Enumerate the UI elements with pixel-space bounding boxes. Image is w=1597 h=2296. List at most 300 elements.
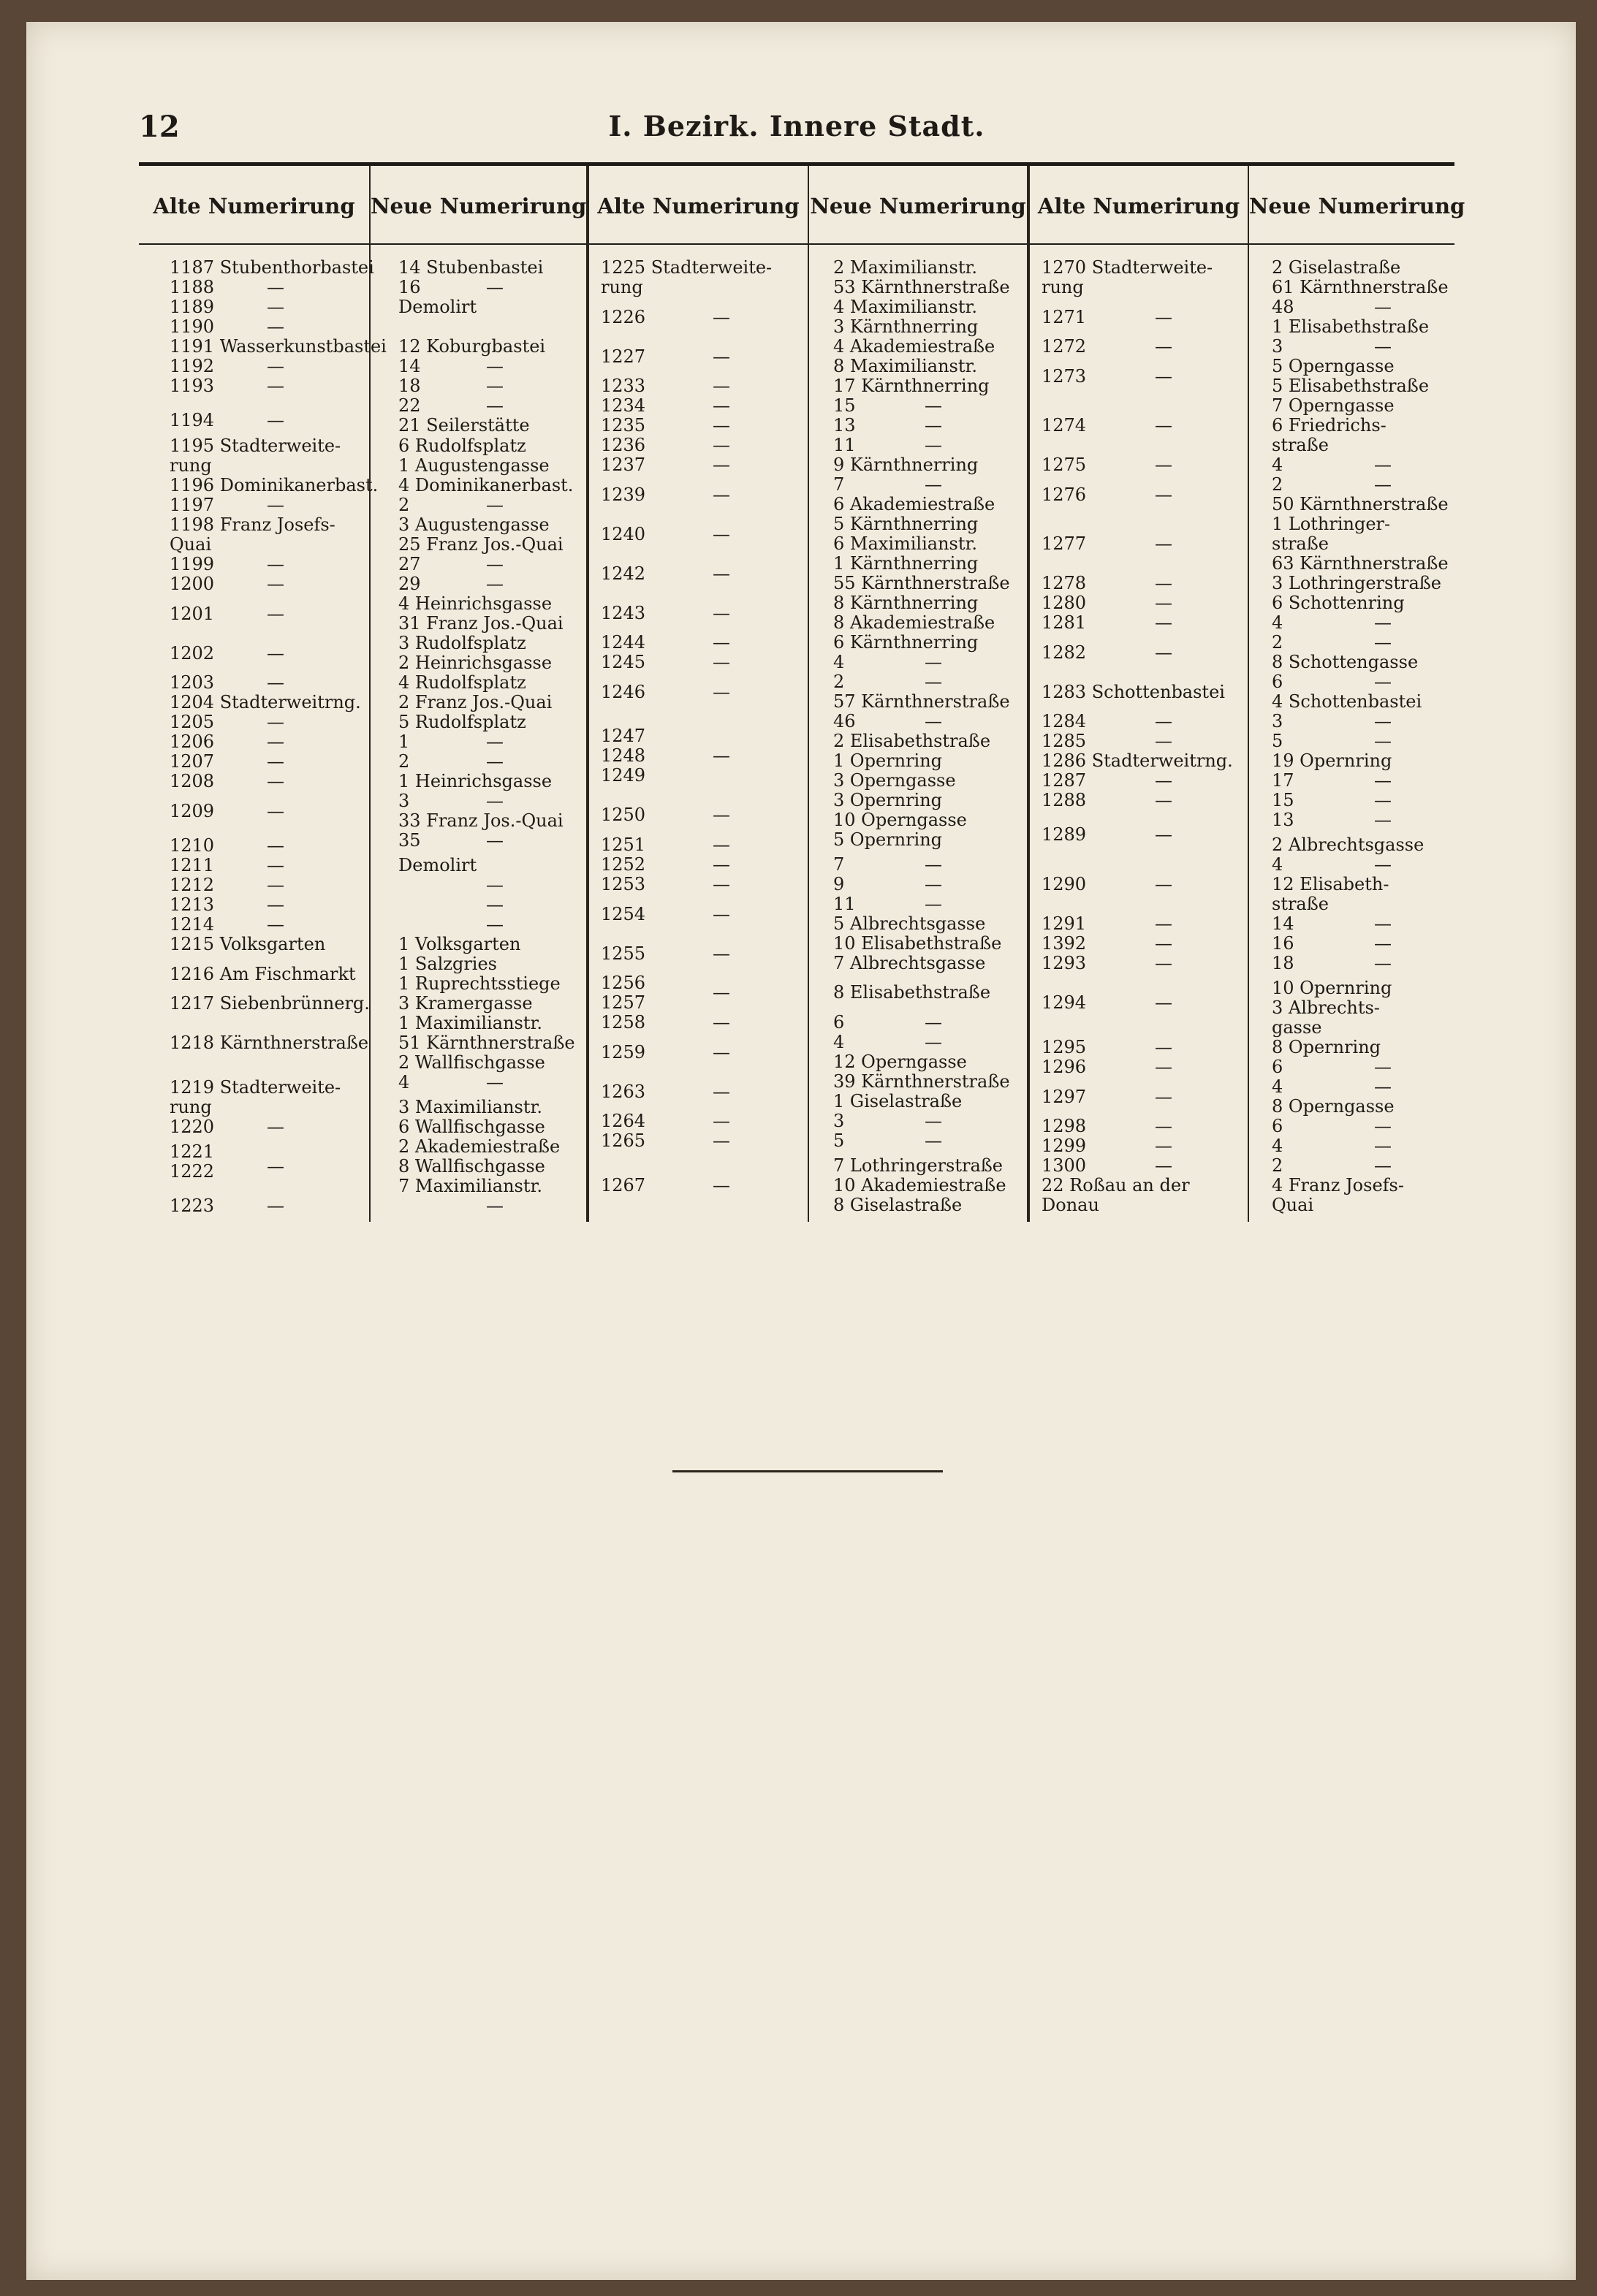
table-cell: 1195 Stadterweite- — [170, 436, 341, 456]
table-cell: straße — [1272, 435, 1329, 455]
table-cell: 1219 Stadterweite- — [170, 1077, 341, 1098]
table-cell: — — [925, 1111, 942, 1131]
table-cell: — — [713, 435, 730, 455]
table-cell: 3 Operngasse — [833, 770, 956, 791]
table-cell: 5 Albrechtsgasse — [833, 913, 986, 934]
table-cell: — — [486, 554, 504, 574]
table-cell: 1 — [398, 731, 410, 752]
table-cell: — — [486, 376, 504, 396]
table-cell: 1205 — [170, 712, 215, 732]
table-cell: — — [925, 854, 942, 875]
table-cell: 4 Franz Josefs- — [1272, 1175, 1404, 1195]
table-cell: 31 Franz Jos.-Quai — [398, 613, 564, 634]
table-cell: 1297 — [1042, 1087, 1087, 1107]
table-cell: — — [713, 1042, 730, 1063]
table-cell: 18 — [1272, 953, 1294, 973]
table-cell: 1291 — [1042, 913, 1087, 934]
table-cell: 17 — [1272, 770, 1294, 791]
table-cell: — — [925, 894, 942, 914]
table-cell: 1296 — [1042, 1057, 1087, 1077]
table-cell: — — [486, 574, 504, 594]
table-cell: — — [267, 495, 284, 515]
table-cell: 5 — [1272, 731, 1283, 751]
table-cell: 2 Heinrichsgasse — [398, 653, 553, 673]
table-cell: — — [713, 455, 730, 475]
table-cell: 1 Maximilianstr. — [398, 1013, 542, 1033]
table-cell: 1255 — [601, 943, 646, 964]
table-cell: 2 — [1272, 632, 1283, 653]
table-cell: 1 Elisabethstraße — [1272, 316, 1430, 337]
table-cell: 15 — [1272, 790, 1294, 810]
table-cell: 1248 — [601, 745, 646, 766]
table-cell: 7 — [833, 474, 845, 495]
table-cell: 1273 — [1042, 366, 1087, 387]
table-cell: — — [1155, 573, 1172, 593]
column-divider — [1248, 166, 1249, 1222]
table-cell: 1294 — [1042, 992, 1087, 1013]
column-header: Neue Numerirung — [810, 194, 1026, 218]
table-cell: — — [486, 914, 504, 935]
table-cell: 1246 — [601, 682, 646, 702]
table-cell: — — [713, 524, 730, 544]
table-cell: 3 Augustengasse — [398, 514, 550, 535]
column-header: Alte Numerirung — [1037, 194, 1240, 218]
table-cell: — — [1155, 1087, 1172, 1107]
table-cell: 3 — [1272, 336, 1283, 357]
table-cell: 1206 — [170, 731, 215, 752]
table-cell: 3 — [398, 791, 410, 811]
table-cell: — — [267, 672, 284, 693]
table-cell: — — [1155, 731, 1172, 751]
table-cell: — — [1374, 1057, 1392, 1077]
table-cell: 1226 — [601, 307, 646, 327]
table-cell: 12 Elisabeth- — [1272, 874, 1389, 894]
table-cell: — — [486, 277, 504, 297]
table-cell: — — [925, 1012, 942, 1033]
column-header: Neue Numerirung — [371, 194, 587, 218]
table-cell: — — [1155, 1057, 1172, 1077]
table-cell: 1392 — [1042, 933, 1087, 954]
table-cell: — — [1374, 612, 1392, 633]
table-cell: 1275 — [1042, 455, 1087, 475]
table-cell: 1299 — [1042, 1136, 1087, 1156]
column-divider — [1027, 166, 1030, 1222]
table-cell: 1 Giselastraße — [833, 1091, 963, 1111]
table-cell: — — [713, 395, 730, 416]
table-cell: 1286 Stadterweitrng. — [1042, 750, 1233, 771]
table-cell: — — [486, 395, 504, 416]
table-cell: 1202 — [170, 643, 215, 664]
table-cell: 1197 — [170, 495, 215, 515]
table-cell: — — [1155, 953, 1172, 973]
table-cell: — — [1155, 992, 1172, 1013]
table-cell: 14 — [1272, 913, 1294, 934]
table-cell: 1245 — [601, 652, 646, 672]
table-header-rule — [139, 243, 1454, 245]
table-cell: — — [267, 875, 284, 895]
table-cell: — — [267, 855, 284, 875]
table-cell: — — [713, 835, 730, 855]
table-cell: 6 — [833, 1012, 845, 1033]
table-cell: — — [267, 1195, 284, 1216]
table-cell: 1263 — [601, 1082, 646, 1102]
table-cell: Demolirt — [398, 297, 477, 317]
table-cell: — — [1374, 770, 1392, 791]
table-cell: — — [713, 415, 730, 436]
table-cell: 2 Wallfischgasse — [398, 1052, 545, 1073]
table-cell: 1264 — [601, 1111, 646, 1131]
table-cell: — — [267, 771, 284, 791]
table-cell: 35 — [398, 830, 421, 851]
table-cell: 1222 — [170, 1161, 215, 1182]
table-cell: 1 Lothringer- — [1272, 514, 1391, 534]
table-cell: — — [1155, 770, 1172, 791]
table-cell: 1210 — [170, 835, 215, 856]
table-cell: 3 — [833, 1111, 845, 1131]
table-cell: 1290 — [1042, 874, 1087, 894]
table-cell: — — [1155, 711, 1172, 731]
table-cell: 4 — [1272, 854, 1283, 875]
table-cell: 13 — [1272, 810, 1294, 830]
table-cell: 4 — [1272, 1136, 1283, 1156]
column-header: Alte Numerirung — [597, 194, 800, 218]
table-cell: Quai — [1272, 1195, 1314, 1215]
table-cell: 1199 — [170, 554, 215, 574]
table-cell: 8 Akademiestraße — [833, 612, 995, 633]
table-cell: 1285 — [1042, 731, 1087, 751]
table-cell: 2 Franz Jos.-Quai — [398, 692, 553, 712]
table-cell: 1187 Stubenthorbastei — [170, 257, 374, 278]
table-cell: 4 Heinrichsgasse — [398, 593, 553, 614]
table-cell: — — [713, 904, 730, 924]
table-cell: — — [267, 712, 284, 732]
table-cell: 6 — [1272, 672, 1283, 692]
table-cell: 13 — [833, 415, 856, 436]
table-cell: 1280 — [1042, 593, 1087, 613]
table-cell: 3 Albrechts- — [1272, 997, 1380, 1018]
table-cell: — — [713, 854, 730, 875]
table-cell: 1214 — [170, 914, 215, 935]
table-cell: 1258 — [601, 1012, 646, 1033]
table-cell: 5 Opernring — [833, 829, 943, 850]
table-cell: — — [1374, 810, 1392, 830]
table-cell: — — [267, 914, 284, 935]
table-cell: 2 Maximilianstr. — [833, 257, 977, 278]
table-cell: 1243 — [601, 603, 646, 623]
table-cell: Demolirt — [398, 855, 477, 875]
table-cell: 1274 — [1042, 415, 1087, 436]
table-cell: 9 — [833, 874, 845, 894]
table-cell: 6 — [1272, 1116, 1283, 1136]
table-cell: 10 Akademiestraße — [833, 1175, 1006, 1195]
table-cell: — — [1155, 1037, 1172, 1057]
table-cell: 8 Elisabethstraße — [833, 982, 991, 1003]
table-cell: 21 Seilerstätte — [398, 415, 530, 436]
table-cell: 1265 — [601, 1130, 646, 1151]
page-header — [139, 110, 1454, 153]
table-cell: — — [1155, 790, 1172, 810]
table-cell: 1227 — [601, 346, 646, 367]
table-cell: 8 Kärnthnerring — [833, 593, 979, 613]
table-cell: — — [925, 1032, 942, 1052]
table-cell: — — [1374, 854, 1392, 875]
table-cell: — — [713, 376, 730, 396]
table-cell: — — [1155, 533, 1172, 554]
table-cell: — — [713, 682, 730, 702]
table-cell: 1200 — [170, 574, 215, 594]
table-cell: 3 Kramergasse — [398, 993, 533, 1014]
table-cell: — — [925, 474, 942, 495]
table-cell: 1239 — [601, 484, 646, 505]
table-cell: — — [267, 1117, 284, 1137]
table-cell: Donau — [1042, 1195, 1099, 1215]
table-cell: 1212 — [170, 875, 215, 895]
table-cell: — — [486, 1072, 504, 1092]
table-cell: 4 Dominikanerbast. — [398, 475, 574, 495]
table-cell: — — [925, 711, 942, 731]
table-cell: 8 Maximilianstr. — [833, 356, 977, 376]
table-cell: 5 Rudolfsplatz — [398, 712, 526, 732]
table-cell: 7 — [833, 854, 845, 875]
table-cell: 61 Kärnthnerstraße — [1272, 277, 1449, 297]
table-cell: 57 Kärnthnerstraße — [833, 691, 1010, 712]
table-cell: 7 Operngasse — [1272, 395, 1395, 416]
table-cell: — — [267, 554, 284, 574]
table-cell: 6 Wallfischgasse — [398, 1117, 545, 1137]
table-cell: 1267 — [601, 1175, 646, 1195]
table-cell: 22 — [398, 395, 421, 416]
table-cell: 3 — [1272, 711, 1283, 731]
table-cell: 1209 — [170, 801, 215, 821]
table-cell: 4 Akademiestraße — [833, 336, 995, 357]
table-cell: — — [1374, 632, 1392, 653]
table-cell: 2 — [398, 751, 410, 772]
column-divider — [808, 166, 809, 1222]
table-cell: 2 Akademiestraße — [398, 1136, 561, 1157]
table-cell: — — [1374, 297, 1392, 317]
table-cell: 3 Rudolfsplatz — [398, 633, 526, 653]
table-cell: 1249 — [601, 765, 646, 786]
table-cell: — — [713, 563, 730, 584]
table-cell: 1 Ruprechtsstiege — [398, 973, 561, 994]
table-cell: 5 Operngasse — [1272, 356, 1395, 376]
table-cell: — — [1155, 307, 1172, 327]
table-cell: — — [925, 652, 942, 672]
table-cell: — — [267, 835, 284, 856]
table-cell: — — [1155, 642, 1172, 663]
table-cell: 12 Operngasse — [833, 1052, 967, 1072]
table-cell: — — [267, 643, 284, 664]
table-cell: 16 — [1272, 933, 1294, 954]
table-cell: — — [267, 316, 284, 337]
table-cell: — — [713, 1175, 730, 1195]
table-cell: — — [1374, 790, 1392, 810]
table-cell: 4 — [1272, 455, 1283, 475]
table-cell: 1208 — [170, 771, 215, 791]
table-cell: 1 Heinrichsgasse — [398, 771, 553, 791]
table-cell: 1271 — [1042, 307, 1087, 327]
table-cell: 4 Schottenbastei — [1272, 691, 1422, 712]
table-cell: 1196 Dominikanerbast. — [170, 475, 379, 495]
table-cell: — — [1155, 455, 1172, 475]
table-cell: 12 Koburgbastei — [398, 336, 546, 357]
table-cell: 1191 Wasserkunstbastei — [170, 336, 387, 357]
table-cell: 14 — [398, 356, 421, 376]
column-header: Neue Numerirung — [1249, 194, 1465, 218]
table-cell: 7 Lothringerstraße — [833, 1155, 1004, 1176]
table-cell: — — [713, 307, 730, 327]
table-cell: 2 — [1272, 474, 1283, 495]
table-cell: — — [1374, 1116, 1392, 1136]
table-cell: 15 — [833, 395, 856, 416]
table-cell: — — [1155, 366, 1172, 387]
table-cell: 8 Operngasse — [1272, 1096, 1395, 1117]
table-cell: — — [713, 603, 730, 623]
table-cell: 3 Opernring — [833, 790, 943, 810]
table-cell: 1254 — [601, 904, 646, 924]
table-cell: — — [713, 484, 730, 505]
table-cell: 6 Maximilianstr. — [833, 533, 977, 554]
table-cell: 48 — [1272, 297, 1294, 317]
table-cell: 10 Opernring — [1272, 978, 1392, 998]
table-cell: — — [486, 751, 504, 772]
table-cell: — — [1155, 874, 1172, 894]
table-cell: 1194 — [170, 410, 215, 430]
table-cell: Quai — [170, 534, 212, 555]
table-cell: — — [1374, 953, 1392, 973]
table-cell: rung — [170, 1097, 212, 1117]
table-cell: 1298 — [1042, 1116, 1087, 1136]
table-cell: 4 Rudolfsplatz — [398, 672, 526, 693]
table-cell: 53 Kärnthnerstraße — [833, 277, 1010, 297]
table-cell: 1192 — [170, 356, 215, 376]
table-cell: — — [925, 1130, 942, 1151]
table-cell: 2 Giselastraße — [1272, 257, 1401, 278]
table-cell: 18 — [398, 376, 421, 396]
table-cell: — — [486, 791, 504, 811]
table-cell: 1244 — [601, 632, 646, 653]
table-cell: 16 — [398, 277, 421, 297]
table-cell: 2 Elisabethstraße — [833, 731, 991, 751]
table-cell: 1190 — [170, 316, 215, 337]
table-cell: 1277 — [1042, 533, 1087, 554]
table-cell: 7 Maximilianstr. — [398, 1176, 542, 1196]
table-cell: 11 — [833, 894, 856, 914]
table-cell: 1278 — [1042, 573, 1087, 593]
table-cell: — — [486, 875, 504, 895]
table-cell: 6 — [1272, 1057, 1283, 1077]
table-cell: 1 Kärnthnerring — [833, 553, 979, 574]
table-cell: 5 Elisabethstraße — [1272, 376, 1430, 396]
table-cell: 6 Akademiestraße — [833, 494, 995, 514]
table-cell: — — [267, 410, 284, 430]
table-cell: — — [1155, 415, 1172, 436]
table-cell: 29 — [398, 574, 421, 594]
table-cell: 1253 — [601, 874, 646, 894]
column-header: Alte Numerirung — [153, 194, 355, 218]
table-cell: — — [267, 376, 284, 396]
table-cell: — — [713, 346, 730, 367]
table-top-rule — [139, 162, 1454, 166]
table-cell: 8 Wallfischgasse — [398, 1156, 545, 1176]
table-cell: 1235 — [601, 415, 646, 436]
table-cell: 1293 — [1042, 953, 1087, 973]
table-cell: — — [713, 1012, 730, 1033]
table-cell: — — [267, 604, 284, 624]
table-cell: 4 — [398, 1072, 410, 1092]
table-cell: — — [713, 745, 730, 766]
table-cell: 2 — [833, 672, 845, 692]
table-cell: — — [1155, 484, 1172, 505]
table-cell: 1215 Volksgarten — [170, 934, 326, 954]
table-cell: 5 Kärnthnerring — [833, 514, 979, 534]
table-cell: 5 — [833, 1130, 845, 1151]
table-cell: 1201 — [170, 604, 215, 624]
table-cell: 2 Albrechtsgasse — [1272, 835, 1425, 855]
table-cell: 1282 — [1042, 642, 1087, 663]
table-cell: rung — [1042, 277, 1084, 297]
table-cell: — — [267, 356, 284, 376]
table-cell: 1 Opernring — [833, 750, 943, 771]
table-cell: 50 Kärnthnerstraße — [1272, 494, 1449, 514]
table-cell: 1216 Am Fischmarkt — [170, 964, 356, 984]
table-cell: 17 Kärnthnerring — [833, 376, 990, 396]
page-number: 12 — [139, 110, 180, 144]
table-cell: — — [713, 1130, 730, 1151]
table-cell: — — [1374, 455, 1392, 475]
table-cell: 4 Maximilianstr. — [833, 297, 977, 317]
table-cell: straße — [1272, 533, 1329, 554]
table-cell: — — [1155, 1155, 1172, 1176]
table-cell: 1281 — [1042, 612, 1087, 633]
table-cell: rung — [170, 455, 212, 476]
table-cell: 1257 — [601, 992, 646, 1013]
table-cell: — — [486, 1195, 504, 1216]
table-cell: — — [1374, 731, 1392, 751]
table-cell: — — [713, 1082, 730, 1102]
table-cell: 10 Elisabethstraße — [833, 933, 1002, 954]
table-cell: — — [1155, 824, 1172, 845]
table-cell: — — [1155, 1116, 1172, 1136]
table-cell: — — [1155, 1136, 1172, 1156]
table-cell: 1287 — [1042, 770, 1087, 791]
table-cell: 1237 — [601, 455, 646, 475]
table-cell: 1289 — [1042, 824, 1087, 845]
table-cell: — — [267, 801, 284, 821]
table-cell: — — [1155, 336, 1172, 357]
table-cell: — — [1374, 1076, 1392, 1097]
table-cell: gasse — [1272, 1017, 1322, 1038]
table-cell: — — [1374, 933, 1392, 954]
table-cell: 3 Maximilianstr. — [398, 1097, 542, 1117]
table-cell: — — [1374, 711, 1392, 731]
table-cell: 14 Stubenbastei — [398, 257, 544, 278]
table-cell: 1198 Franz Josefs- — [170, 514, 335, 535]
table-cell: 8 Schottengasse — [1272, 652, 1419, 672]
running-title: I. Bezirk. Innere Stadt. — [608, 110, 985, 142]
table-cell: 9 Kärnthnerring — [833, 455, 979, 475]
table-cell: — — [486, 356, 504, 376]
table-cell: — — [713, 874, 730, 894]
table-cell: 2 — [1272, 1155, 1283, 1176]
table-cell: 1204 Stadterweitrng. — [170, 692, 361, 712]
table-cell: 1213 — [170, 894, 215, 915]
table-cell: 1276 — [1042, 484, 1087, 505]
table-cell: — — [1374, 336, 1392, 357]
table-cell: — — [486, 894, 504, 915]
table-cell: — — [1374, 913, 1392, 934]
table-cell: rung — [601, 277, 643, 297]
